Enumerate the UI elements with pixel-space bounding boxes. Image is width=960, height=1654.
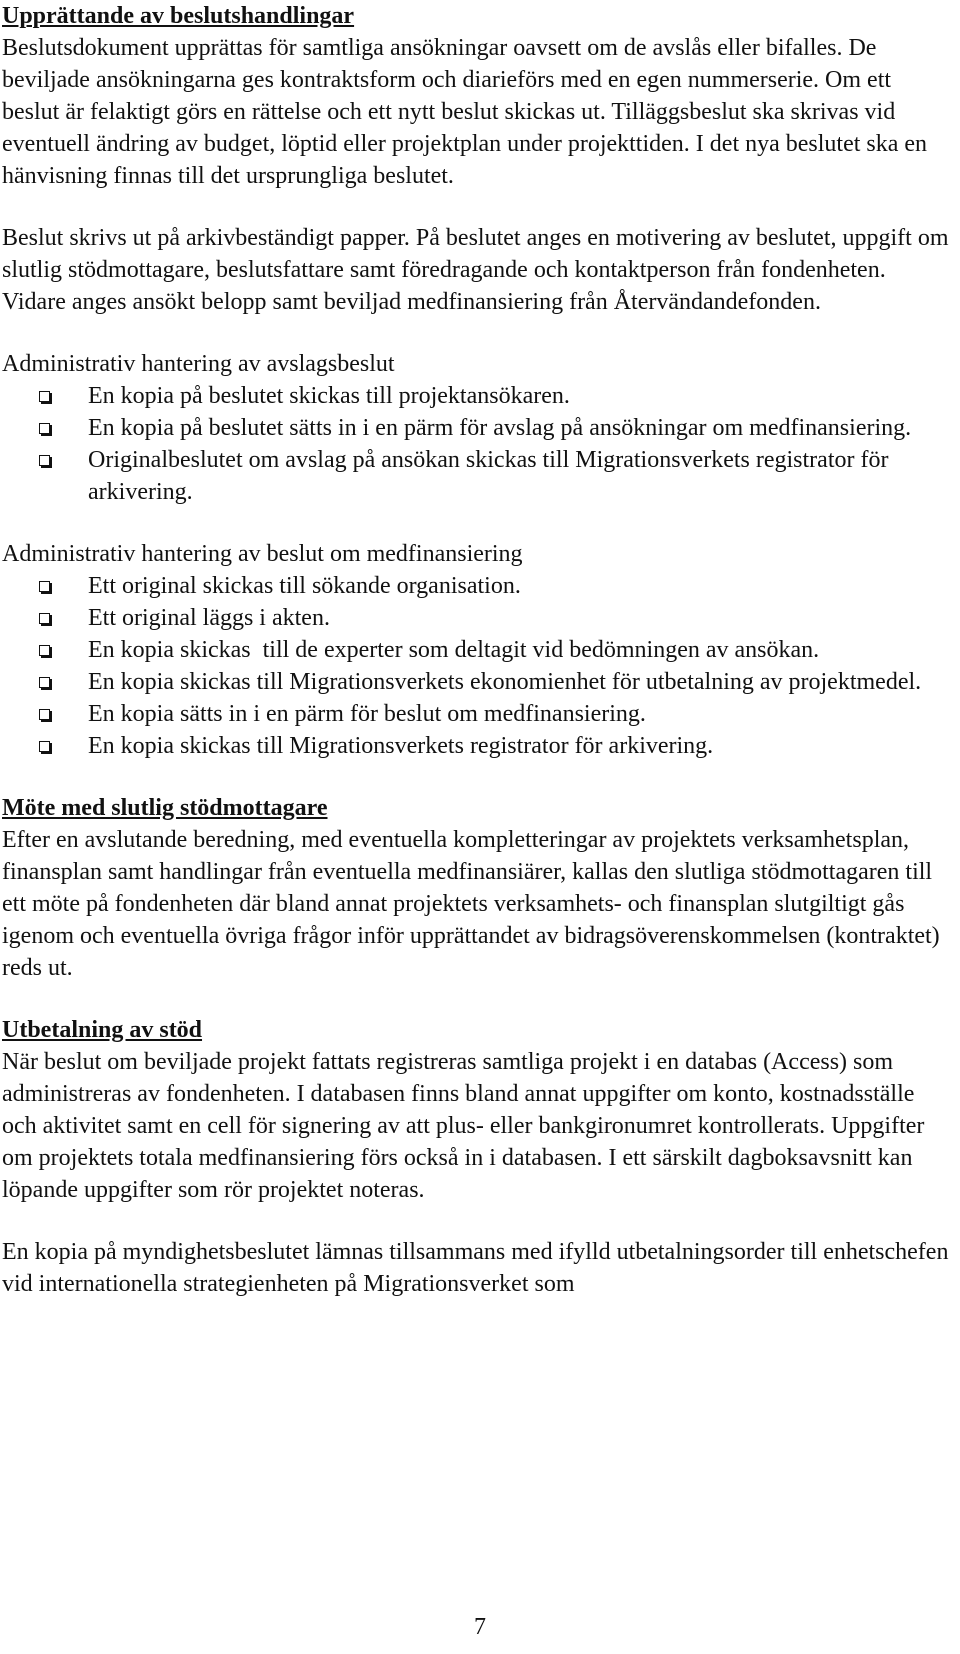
paragraph-mote: Efter en avslutande beredning, med eventuella kompletteringar av projektets verksamhetsplan, finansplan samt handlingar från eventuella medfinansiärer, kallas den slutliga stödmottagaren till ett möte på fondenheten där bland annat projektets verksamhets- och finansplan slutgiltigt gås igenom och eventuella övriga frågor inför upprättandet av bidragsöverenskommelsen (kontraktet) reds ut. [2, 827, 940, 981]
checkbox-bullet-icon [39, 455, 50, 466]
list-item: En kopia sätts in i en pärm för beslut om medfinansiering. [2, 698, 952, 730]
avslag-checklist [2, 380, 952, 508]
checkbox-bullet-icon [39, 613, 50, 624]
list-item: Ett original läggs i akten. [2, 602, 952, 634]
section-heading-utbetalning: Utbetalning av stöd [2, 1017, 203, 1043]
checkbox-bullet-icon [39, 645, 50, 656]
list-item: En kopia på beslutet sätts in i en pärm för avslag på ansökningar om medfinansiering. [2, 412, 952, 444]
paragraph-beslut-papper: Beslut skrivs ut på arkivbeständigt papper. På beslutet anges en motivering av beslutet, uppgift om slutlig stödmottagare, beslutsfattare samt föredragande och kontaktperson från fondenheten. Vidare anges ansökt belopp samt beviljad medfinansiering från Återvändandefonden. [2, 225, 949, 315]
checkbox-bullet-icon [39, 677, 50, 688]
checkbox-bullet-icon [39, 709, 50, 720]
subheading-avslagsbeslut: Administrativ hantering av avslagsbeslut [2, 351, 395, 377]
medfinansiering-checklist [2, 570, 952, 762]
subheading-medfinansiering: Administrativ hantering av beslut om medfinansiering [2, 541, 523, 567]
page-number: 7 [474, 1614, 486, 1640]
checkbox-bullet-icon [39, 423, 50, 434]
section-heading-mote: Möte med slutlig stödmottagare [2, 795, 328, 821]
paragraph-beslutsdokument: Beslutsdokument upprättas för samtliga ansökningar oavsett om de avslås eller bifalles. De beviljade ansökningarna ges kontraktsform och diarieförs med en egen nummerserie. Om ett beslut är felaktigt görs en rättelse och ett nytt beslut skickas ut. Tilläggsbeslut ska skrivas vid eventuell ändring av budget, löptid eller projektplan under projekttiden. I det nya beslutet ska en hänvisning finnas till det ursprungliga beslutet. [2, 35, 928, 189]
paragraph-utbetalning-databas: När beslut om beviljade projekt fattats registreras samtliga projekt i en databas (Access) som administreras av fondenheten. I databasen finns bland annat uppgifter om konto, kostnadsställe och aktivitet samt en cell för signering av att plus- eller bankgironumret kontrollerats. Uppgifter om projektets totala medfinansiering förs också in i databasen. I ett särskilt dagboksavsnitt kan löpande uppgifter som rör projektet noteras. [2, 1049, 925, 1203]
section-heading-upprattande: Upprättande av beslutshandlingar [2, 3, 355, 29]
list-item: Ett original skickas till sökande organisation. [2, 570, 952, 602]
paragraph-utbetalning-kopia: En kopia på myndighetsbeslutet lämnas tillsammans med ifylld utbetalningsorder till enhetschefen vid internationella strategienheten på Migrationsverket som [2, 1239, 949, 1297]
checkbox-bullet-icon [39, 581, 50, 592]
list-item: En kopia skickas till Migrationsverkets registrator för arkivering. [2, 730, 952, 762]
list-item: En kopia skickas till Migrationsverkets ekonomienhet för utbetalning av projektmedel. [2, 666, 952, 698]
checkbox-bullet-icon [39, 741, 50, 752]
checkbox-bullet-icon [39, 391, 50, 402]
document-page [2, 0, 952, 1300]
list-item: Originalbeslutet om avslag på ansökan skickas till Migrationsverkets registrator för arkivering. [2, 444, 952, 508]
list-item: En kopia på beslutet skickas till projektansökaren. [2, 380, 952, 412]
list-item: En kopia skickas till de experter som deltagit vid bedömningen av ansökan. [2, 634, 952, 666]
